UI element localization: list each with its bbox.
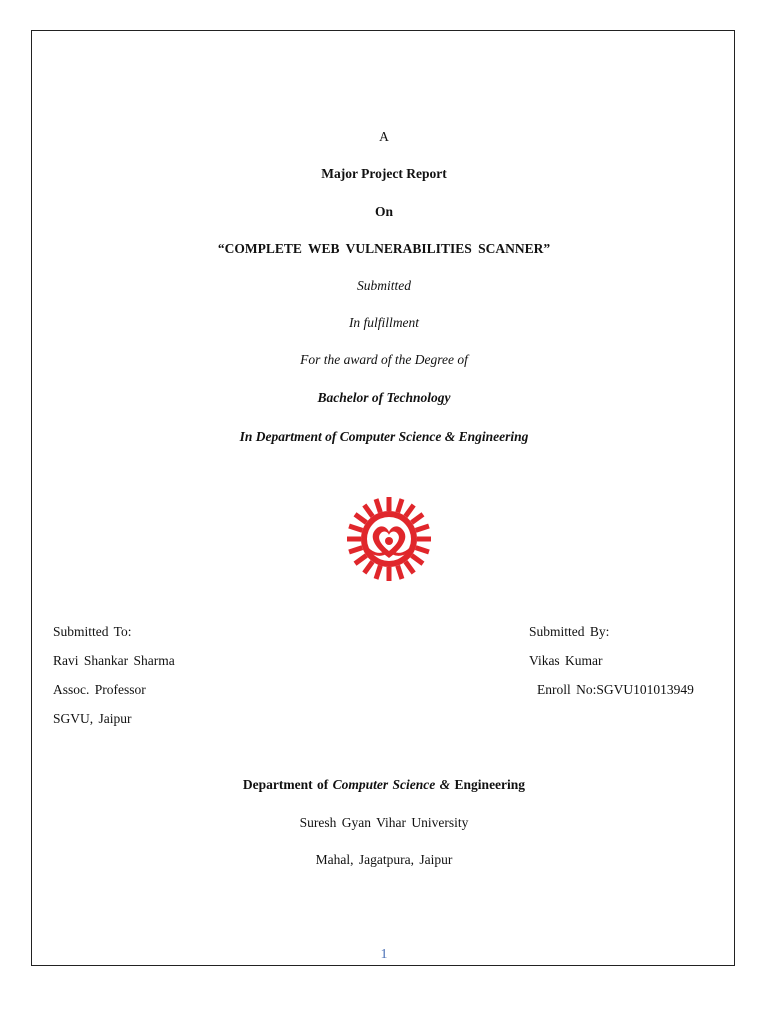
university-address: Mahal, Jagatpura, Jaipur	[315, 852, 453, 867]
award-label: For the award of the Degree of	[300, 352, 468, 367]
footer-department-name: Computer Science	[332, 777, 436, 792]
footer-department	[0, 777, 768, 793]
department-line: In Department of Computer Science & Engineering	[239, 429, 529, 444]
footer-department-prefix: Department of	[242, 777, 329, 792]
on-label: On	[374, 204, 393, 219]
submitted-by-heading: Submitted By:	[529, 624, 610, 639]
university-name: Suresh Gyan Vihar University	[299, 815, 469, 830]
university-emblem-icon	[343, 496, 435, 582]
supervisor-designation: Assoc. Professor	[53, 682, 146, 697]
supervisor-institution: SGVU, Jaipur	[53, 711, 132, 726]
fulfillment-label: In fulfillment	[348, 315, 420, 330]
footer-department-suffix: Engineering	[454, 777, 526, 792]
submitted-label: Submitted	[357, 278, 411, 293]
degree-name: Bachelor of Technology	[317, 390, 451, 405]
enrollment-number: Enroll No:SGVU101013949	[537, 682, 694, 697]
page-number: 1	[380, 947, 388, 962]
submitted-to-heading: Submitted To:	[53, 624, 132, 639]
report-type: Major Project Report	[321, 166, 447, 181]
student-name: Vikas Kumar	[529, 653, 603, 668]
project-title: “COMPLETE WEB VULNERABILITIES SCANNER”	[217, 241, 551, 256]
footer-department-amp: &	[439, 777, 451, 792]
prefix-a: A	[379, 129, 389, 144]
supervisor-name: Ravi Shankar Sharma	[53, 653, 175, 668]
